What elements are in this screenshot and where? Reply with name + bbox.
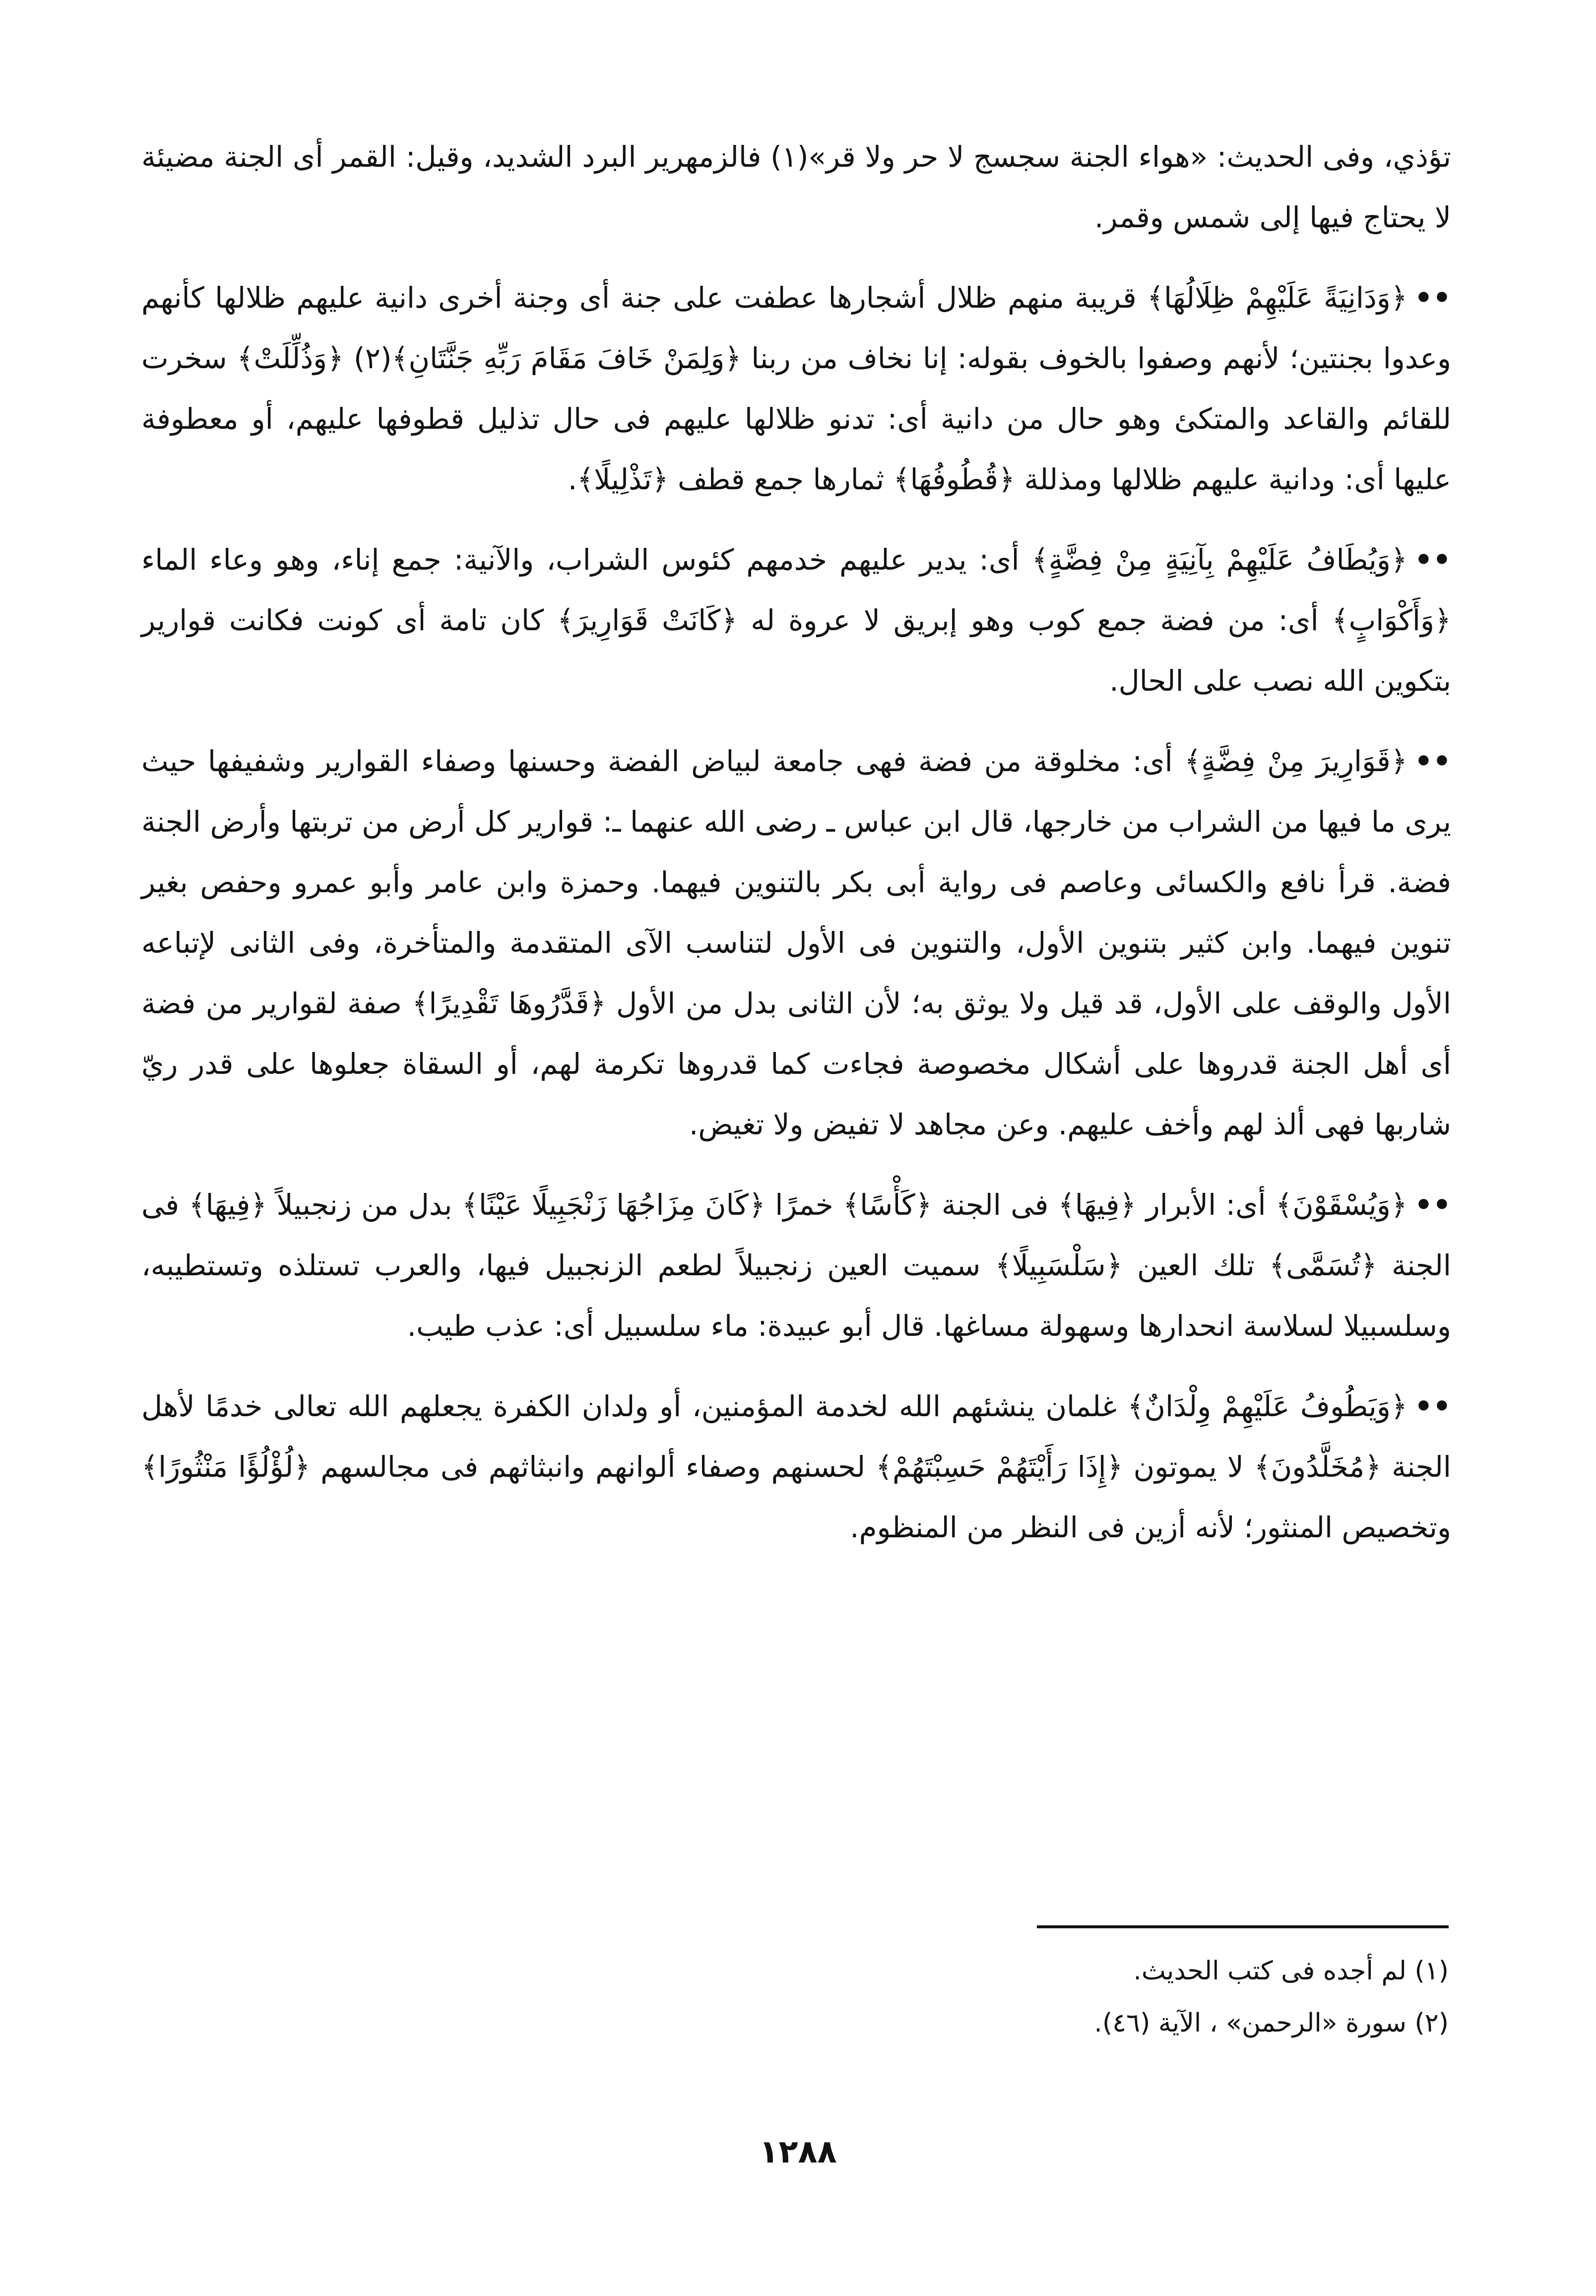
bullet-marker: ••: [1414, 1188, 1451, 1222]
footnote-divider: [1037, 1925, 1449, 1928]
paragraph-6: [141, 1376, 1451, 1558]
bullet-marker: ••: [1414, 543, 1451, 577]
main-text: [141, 127, 1451, 1577]
paragraph-text: ﴿وَدَانِيَةً عَلَيْهِمْ ظِلَالُهَا﴾ قريبة منهم ظلال أشجارها عطفت على جنة أى وجنة أخرى دانية عليهم ظلالها كأنهم وعدوا بجنتين؛ لأنهم وصفوا بالخوف بقوله: إنا نخاف من ربنا ﴿وَلِمَنْ خَافَ مَقَامَ رَبِّهِ جَنَّتَانِ﴾(٢) ﴿وَذُلِّلَتْ﴾ سخرت للقائم والقاعد والمتكئ وهو حال من دانية أى: تدنو ظلالها عليهم فى حال تذليل قطوفها عليهم، أو معطوفة عليها أى: ودانية عليهم ظلالها ومذللة ﴿قُطُوفُهَا﴾ ثمارها جمع قطف ﴿تَذْلِيلًا﴾.: [141, 281, 1451, 496]
page-number: ١٢٨٨: [759, 2134, 837, 2170]
paragraph-3: [141, 529, 1451, 711]
footnote-1: (١) لم أجده فى كتب الحديث.: [1133, 1956, 1449, 1986]
bullet-marker: ••: [1414, 1389, 1451, 1423]
paragraph-text: ﴿وَيُسْقَوْنَ﴾ أى: الأبرار ﴿فِيهَا﴾ فى الجنة ﴿كَأْسًا﴾ خمرًا ﴿كَانَ مِزَاجُهَا زَنْجَبِيلًا عَيْنًا﴾ بدل من زنجبيلاً ﴿فِيهَا﴾ فى الجنة ﴿تُسَمَّى﴾ تلك العين ﴿سَلْسَبِيلًا﴾ سميت العين زنجبيلاً لطعم الزنجبيل فيها، والعرب تستلذه وتستطيبه، وسلسبيلا لسلاسة انحدارها وسهولة مساغها. قال أبو عبيدة: ماء سلسبيل أى: عذب طيب.: [141, 1188, 1451, 1343]
paragraph-text: ﴿وَيُطَافُ عَلَيْهِمْ بِآنِيَةٍ مِنْ فِضَّةٍ﴾ أى: يدير عليهم خدمهم كئوس الشراب، والآنية: جمع إناء، وهو وعاء الماء ﴿وَأَكْوَابٍ﴾ أى: من فضة جمع كوب وهو إبريق لا عروة له ﴿كَانَتْ قَوَارِيرَ﴾ كان تامة أى كونت فكانت قوارير بتكوين الله نصب على الحال.: [141, 543, 1451, 698]
bullet-marker: ••: [1414, 744, 1451, 778]
paragraph-4: [141, 731, 1451, 1155]
footnotes: [695, 1945, 1449, 2049]
bullet-marker: ••: [1414, 281, 1451, 315]
footnote-2: (٢) سورة «الرحمن» ، الآية (٤٦).: [1094, 2008, 1449, 2038]
paragraph-text: ﴿قَوَارِيرَ مِنْ فِضَّةٍ﴾ أى: مخلوقة من فضة فهى جامعة لبياض الفضة وحسنها وصفاء القوارير وشفيفها حيث يرى ما فيها من الشراب من خارجها، قال ابن عباس ـ رضى الله عنهما ـ: قوارير كل أرض من تربتها وأرض الجنة فضة. قرأ نافع والكسائى وعاصم فى رواية أبى بكر بالتنوين فيهما. وحمزة وابن عامر وأبو عمرو وحفص بغير تنوين فيهما. وابن كثير بتنوين الأول، والتنوين فى الأول لتناسب الآى المتقدمة والمتأخرة، وفى الثانى لإتباعه الأول والوقف على الأول، قد قيل ولا يوثق به؛ لأن الثانى بدل من الأول ﴿قَدَّرُوهَا تَقْدِيرًا﴾ صفة لقوارير من فضة أى أهل الجنة قدروها على أشكال مخصوصة فجاءت كما قدروها تكرمة لهم، أو السقاة جعلوها على قدر ريّ شاربها فهى ألذ لهم وأخف عليهم. وعن مجاهد لا تفيض ولا تغيض.: [141, 744, 1451, 1141]
paragraph-text: تؤذي، وفى الحديث: «هواء الجنة سجسج لا حر ولا قر»(١) فالزمهرير البرد الشديد، وقيل: القمر أى الجنة مضيئة لا يحتاج فيها إلى شمس وقمر.: [141, 140, 1451, 234]
paragraph-2: [141, 267, 1451, 510]
paragraph-5: [141, 1175, 1451, 1356]
paragraph-text: ﴿وَيَطُوفُ عَلَيْهِمْ وِلْدَانٌ﴾ غلمان ينشئهم الله لخدمة المؤمنين، أو ولدان الكفرة يجعلهم الله تعالى خدمًا لأهل الجنة ﴿مُخَلَّدُونَ﴾ لا يموتون ﴿إِذَا رَأَيْتَهُمْ حَسِبْتَهُمْ﴾ لحسنهم وصفاء ألوانهم وانبثاثهم فى مجالسهم ﴿لُؤْلُؤًا مَنْثُورًا﴾ وتخصيص المنثور؛ لأنه أزين فى النظر من المنظوم.: [141, 1389, 1451, 1544]
paragraph-1: [141, 127, 1451, 248]
